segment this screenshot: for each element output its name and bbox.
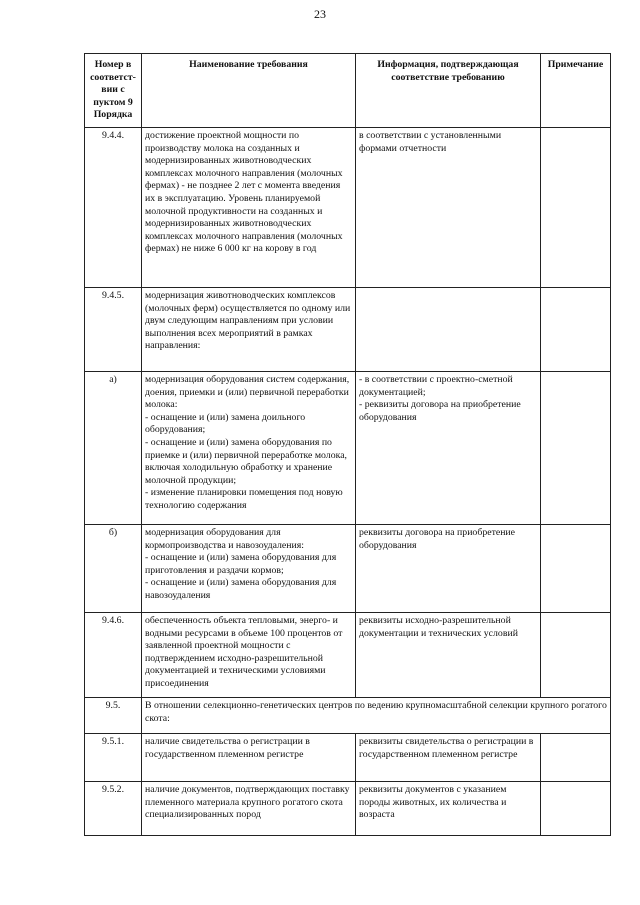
requirements-table <box>84 53 611 836</box>
row-name: наличие свидетельства о регистрации в государственном племенном регистре <box>142 734 356 782</box>
row-info: реквизиты исходно-разрешительной документации и технических условий <box>356 613 541 698</box>
row-info <box>356 372 541 525</box>
table-row-section <box>85 698 611 734</box>
row-note <box>541 372 611 525</box>
row-name-line: модернизация оборудования для кормопроизводства и навозоудаления: <box>145 527 304 551</box>
table-row <box>85 288 611 372</box>
row-num: 9.4.6. <box>85 613 142 698</box>
row-name-line: - оснащение и (или) замена доильного оборудования; <box>145 411 306 436</box>
row-info-line: - в соответствии с проектно-сметной документацией; <box>359 374 513 398</box>
row-note <box>541 525 611 613</box>
row-num: 9.4.5. <box>85 288 142 372</box>
row-note <box>541 734 611 782</box>
row-name-line: - оснащение и (или) замена оборудования для навозоудаления <box>145 577 337 601</box>
row-num: 9.5. <box>85 698 142 734</box>
row-num: б) <box>85 525 142 613</box>
table-row <box>85 782 611 836</box>
row-num: 9.4.4. <box>85 128 142 288</box>
table-row <box>85 128 611 288</box>
table-row <box>85 372 611 525</box>
row-num: 9.5.2. <box>85 782 142 836</box>
row-num: 9.5.1. <box>85 734 142 782</box>
row-info: реквизиты свидетельства о регистрации в государственном племенном регистре <box>356 734 541 782</box>
table-header-row <box>85 54 611 128</box>
row-info-line: - реквизиты договора на приобретение оборудования <box>359 399 521 423</box>
row-note <box>541 128 611 288</box>
row-info <box>356 288 541 372</box>
header-num: Номер в соответст-вии с пуктом 9 Порядка <box>85 54 142 128</box>
row-info: в соответствии с установленными формами отчетности <box>356 128 541 288</box>
row-name-line: - изменение планировки помещения под новую технологию содержания <box>145 487 343 511</box>
header-info: Информация, подтверждающая соответствие требованию <box>356 54 541 128</box>
row-name: наличие документов, подтверждающих поставку племенного материала крупного рогатого скота специализированных пород <box>142 782 356 836</box>
header-note: Примечание <box>541 54 611 128</box>
row-note <box>541 288 611 372</box>
row-name-line: - оснащение и (или) замена оборудования по приемке и (или) первичной переработке молока, включая холодильную обработку и хранение молочной продукции; <box>145 436 348 486</box>
row-note <box>541 782 611 836</box>
table-row <box>85 734 611 782</box>
header-name: Наименование требования <box>142 54 356 128</box>
row-name-line: модернизация оборудования систем содержания, доения, приемки и (или) первичной переработки молока: <box>145 374 350 411</box>
row-name-line: - оснащение и (или) замена оборудования для приготовления и раздачи кормов; <box>145 552 337 576</box>
row-num: а) <box>85 372 142 525</box>
row-name: модернизация животноводческих комплексов (молочных ферм) осуществляется по одному или двум следующим направлениям при условии выполнения всех мероприятий в рамках направления: <box>142 288 356 372</box>
row-info: реквизиты документов с указанием породы животных, их количества и возраста <box>356 782 541 836</box>
row-name: обеспеченность объекта тепловыми, энерго- и водными ресурсами в объеме 100 процентов от заявленной проектной мощности с подтверждением исходно-разрешительной документацией и техническими условиями присоединения <box>142 613 356 698</box>
row-note <box>541 613 611 698</box>
table-row <box>85 525 611 613</box>
row-info: реквизиты договора на приобретение оборудования <box>356 525 541 613</box>
section-text: В отношении селекционно-генетических центров по ведению крупномасштабной селекции крупного рогатого скота: <box>142 698 611 734</box>
page-number: 23 <box>314 7 326 21</box>
row-name <box>142 372 356 525</box>
table-row <box>85 613 611 698</box>
row-name <box>142 525 356 613</box>
row-name: достижение проектной мощности по производству молока на созданных и модернизированных животноводческих комплексах молочного направления (молочных фермах) - не позднее 2 лет с момента введения их в эксплуатацию. Уровень планируемой молочной продуктивности на созданных и модернизированных животноводческих комплексах молочного направления (молочных фермах) не ниже 6 000 кг на корову в год <box>142 128 356 288</box>
